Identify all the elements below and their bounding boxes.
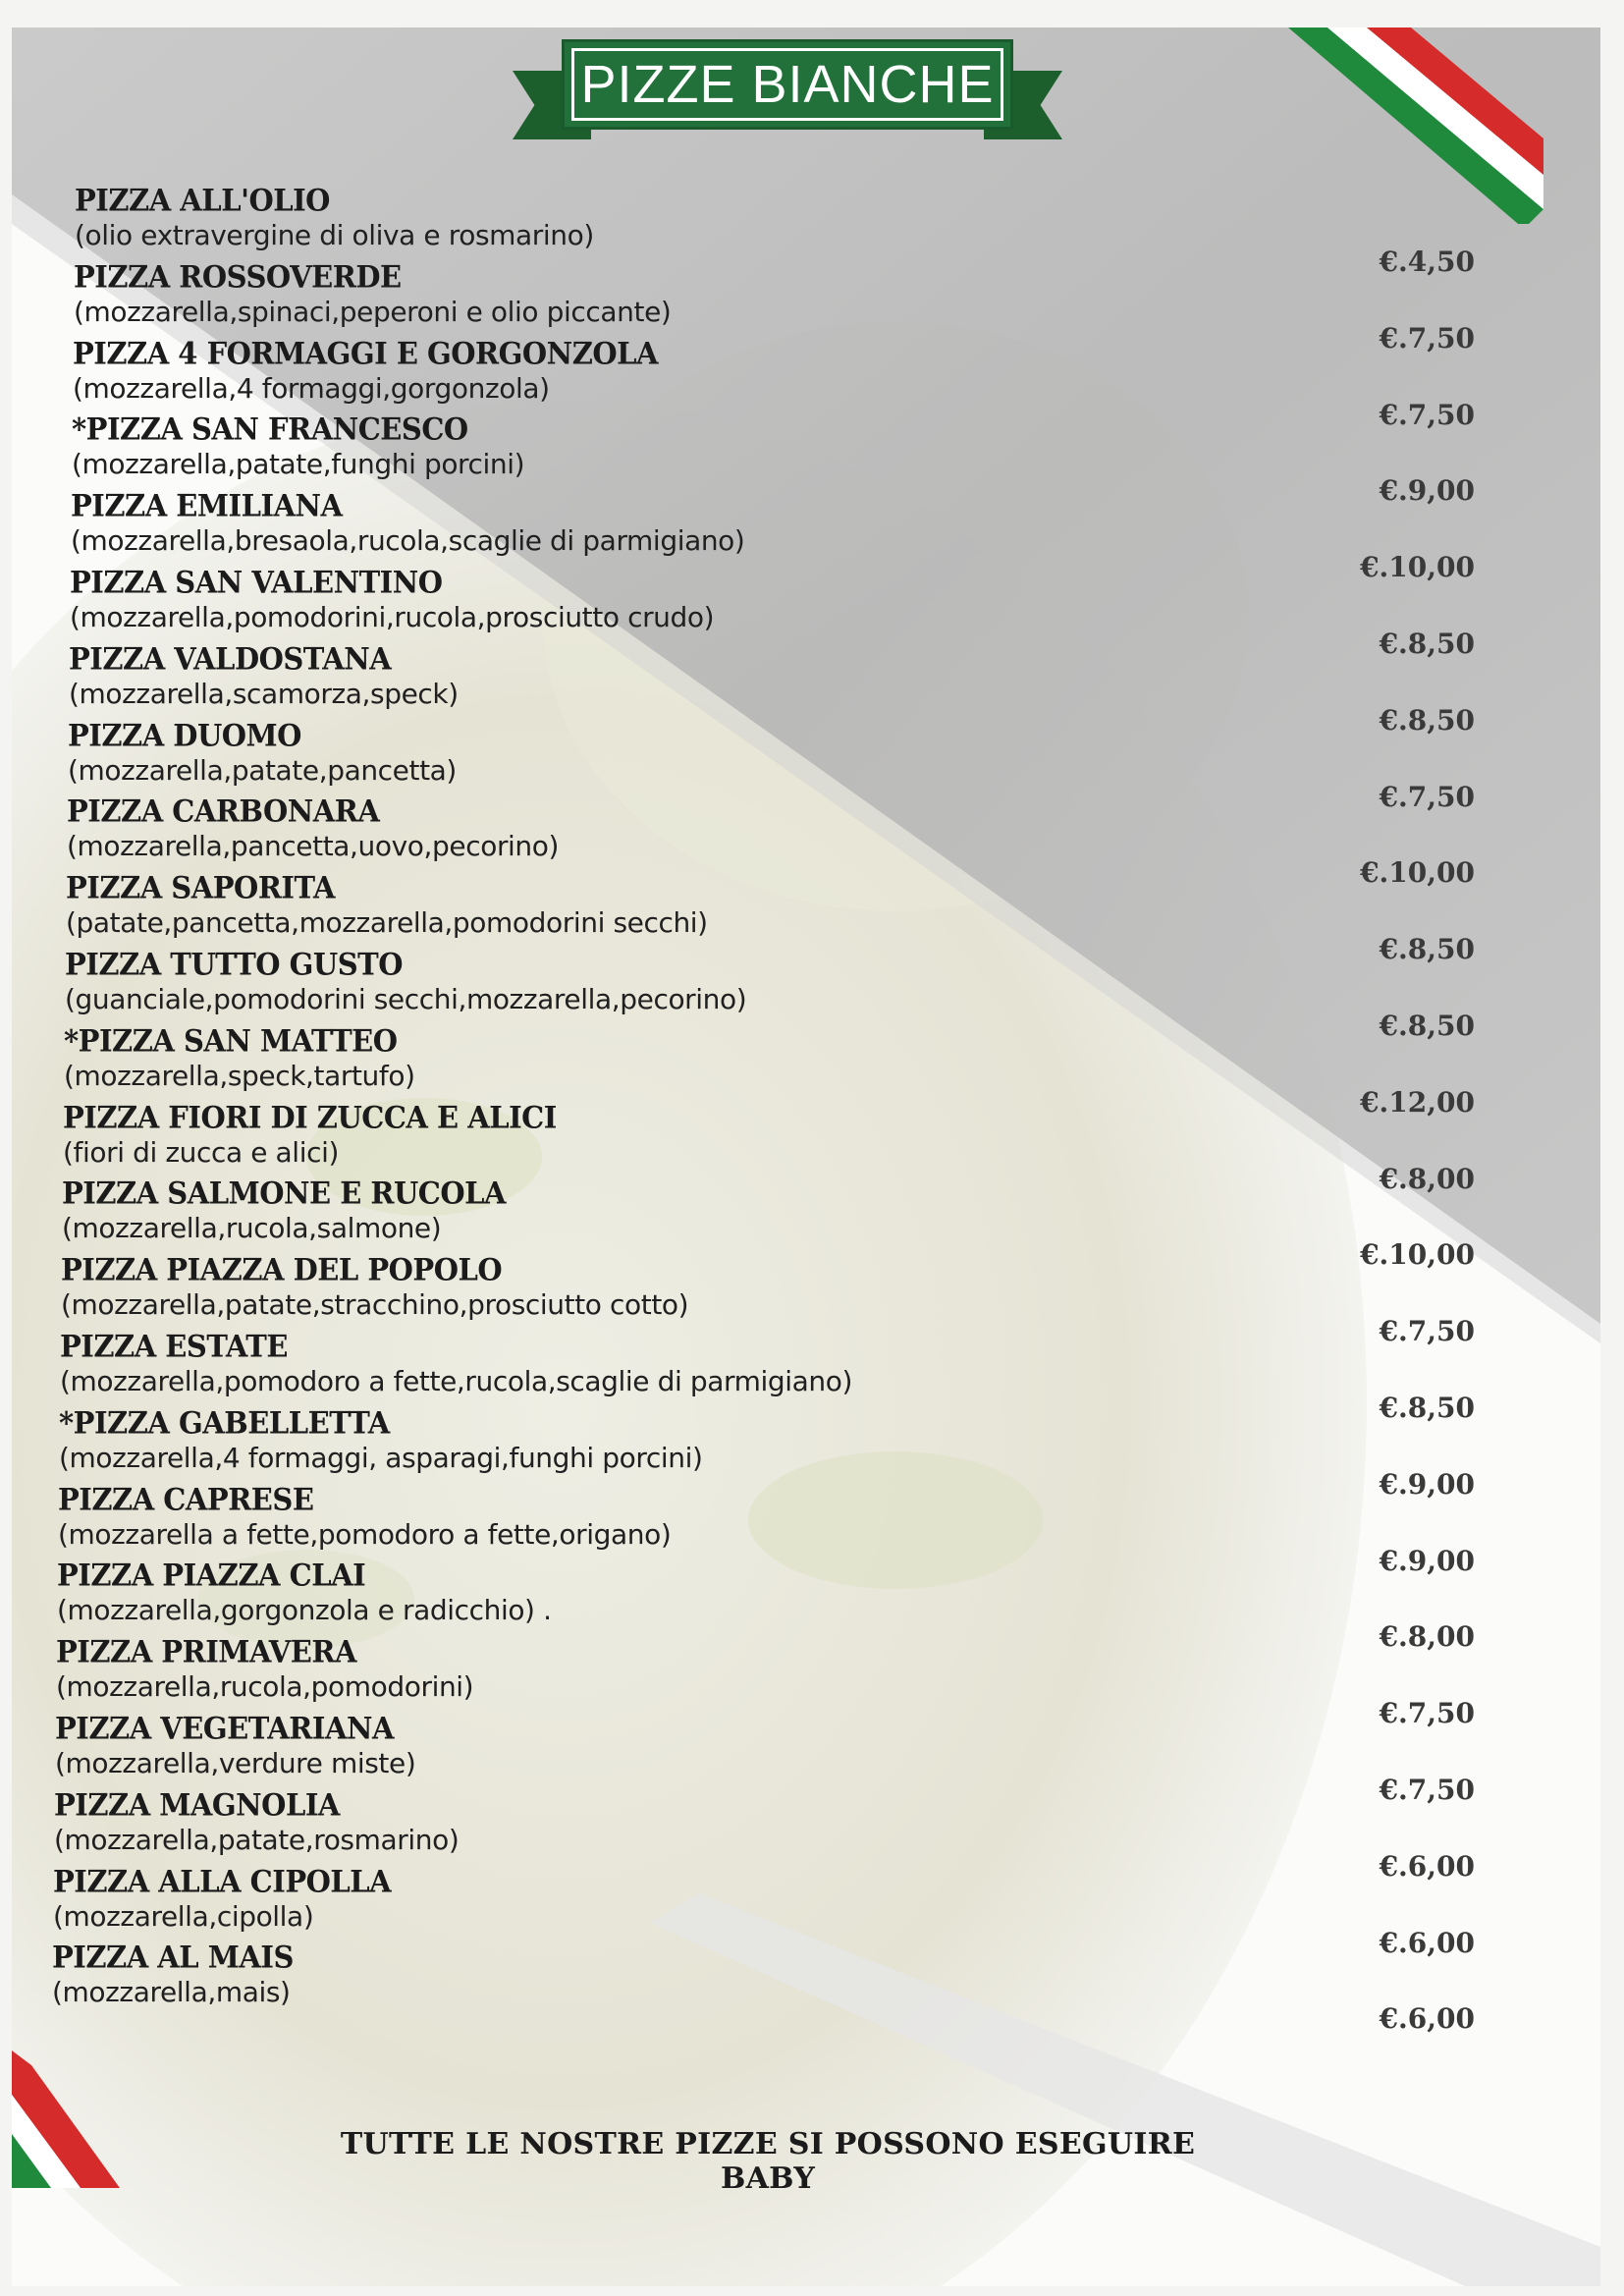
menu-item-name: PIZZA VEGETARIANA [55,1710,394,1746]
menu-item-price: €.8,50 [1379,1391,1475,1424]
menu-item [75,183,939,259]
menu-item [68,718,939,794]
menu-item-description: (patate,pancetta,mozzarella,pomodorini secchi) [66,906,708,940]
menu-item-description: (mozzarella,patate,pancetta) [68,753,457,787]
menu-item [60,1329,939,1405]
menu-item-price: €.7,50 [1379,780,1475,813]
menu-item-description: (mozzarella,4 formaggi, asparagi,funghi porcini) [59,1441,703,1474]
ribbon-banner [562,39,1013,130]
menu-item [69,641,939,718]
menu-item [66,870,939,947]
menu-item-description: (guanciale,pomodorini secchi,mozzarella,pecorino) [65,982,747,1015]
menu-item-description: (mozzarella,patate,rosmarino) [54,1823,460,1856]
menu-item-price: €.10,00 [1360,551,1475,584]
menu-item-price: €.9,00 [1379,474,1475,508]
menu-item-name: PIZZA SALMONE E RUCOLA [62,1175,507,1212]
footer-note: TUTTE LE NOSTRE PIZZE SI POSSONO ESEGUIRE BABY [340,2127,1196,2196]
menu-item-name: PIZZA ROSSOVERDE [74,258,402,295]
menu-item-name: PIZZA ESTATE [60,1328,288,1364]
menu-item-name: *PIZZA SAN FRANCESCO [72,411,468,448]
menu-item-description: (mozzarella,gorgonzola e radicchio) . [57,1594,552,1627]
menu-item [73,336,939,412]
menu-item-price: €.12,00 [1360,1085,1475,1119]
menu-item [53,1864,939,1941]
menu-item-description: (mozzarella,patate,funghi porcini) [72,448,525,481]
menu-item-description: (mozzarella,cipolla) [53,1899,314,1933]
title-ribbon [503,31,1072,159]
menu-item-description: (mozzarella,bresaola,rucola,scaglie di parmigiano) [71,524,745,558]
menu-item-name: PIZZA CAPRESE [58,1481,314,1517]
menu-item-description: (mozzarella,4 formaggi,gorgonzola) [73,371,550,405]
menu-item-price: €.10,00 [1360,1238,1475,1272]
menu-item-price: €.7,50 [1379,1697,1475,1730]
menu-item-price: €.7,50 [1379,1773,1475,1806]
menu-item-price: €.9,00 [1379,1467,1475,1501]
menu-item-name: PIZZA MAGNOLIA [54,1786,340,1823]
menu-item [70,565,939,641]
menu-item-price: €.4,50 [1379,246,1475,278]
price-list [1298,224,1475,2057]
menu-item-price: €.8,00 [1379,1620,1475,1654]
menu-item-description: (mozzarella,rucola,pomodorini) [56,1670,474,1704]
menu-page [12,27,1600,2286]
menu-item [59,1405,939,1482]
menu-item [62,1175,939,1252]
menu-item-description: (mozzarella,verdure miste) [55,1746,416,1779]
menu-item [67,793,939,870]
menu-item-name: PIZZA PIAZZA CLAI [57,1558,366,1594]
menu-list [52,183,939,2016]
menu-item-price: €.6,00 [1379,2002,1475,2036]
page-title: PIZZE BIANCHE [580,55,995,114]
menu-item [61,1252,939,1329]
menu-item-name: PIZZA AL MAIS [52,1940,294,1976]
menu-item [74,259,939,336]
menu-item-description: (mozzarella,mais) [52,1976,291,2009]
menu-item-price: €.6,00 [1379,1926,1475,1959]
menu-item [55,1711,939,1787]
menu-item [54,1787,939,1864]
menu-item-name: PIZZA TUTTO GUSTO [65,946,404,982]
menu-item-price: €.8,50 [1379,1009,1475,1042]
menu-item [64,1023,939,1100]
menu-item-description: (mozzarella,pomodoro a fette,rucola,scaglie di parmigiano) [60,1364,852,1397]
menu-item [56,1634,939,1711]
menu-item-description: (mozzarella,scamorza,speck) [69,677,459,710]
menu-item-description: (fiori di zucca e alici) [63,1135,339,1169]
menu-item-description: (mozzarella,pomodorini,rucola,prosciutto crudo) [70,600,715,633]
menu-item [57,1558,939,1634]
menu-item-description: (mozzarella,speck,tartufo) [64,1059,415,1092]
menu-item-name: PIZZA 4 FORMAGGI E GORGONZOLA [73,335,659,371]
menu-item-name: *PIZZA SAN MATTEO [64,1022,398,1059]
menu-item [71,488,939,565]
menu-item-description: (mozzarella,rucola,salmone) [62,1212,442,1245]
menu-item-price: €.10,00 [1360,856,1475,890]
menu-item-price: €.7,50 [1379,1315,1475,1348]
menu-item-price: €.8,50 [1379,627,1475,660]
menu-item-name: *PIZZA GABELLETTA [59,1404,390,1441]
menu-item-name: PIZZA SAN VALENTINO [70,564,443,600]
menu-item [52,1940,939,2016]
italian-flag-stripes-icon [12,2050,130,2188]
menu-item-price: €.8,50 [1379,933,1475,966]
menu-item-name: PIZZA DUOMO [68,717,301,753]
menu-item-description: (mozzarella,pancetta,uovo,pecorino) [67,830,560,863]
ribbon-frame [571,48,1003,121]
menu-item-price: €.7,50 [1379,321,1475,355]
menu-item-price: €.6,00 [1379,1849,1475,1883]
menu-item-name: PIZZA PIAZZA DEL POPOLO [61,1252,503,1287]
menu-item-price: €.8,00 [1379,1162,1475,1195]
menu-item-price: €.8,50 [1379,703,1475,737]
menu-item-name: PIZZA SAPORITA [66,870,335,905]
menu-item-description: (mozzarella,spinaci,peperoni e olio piccante) [74,295,672,328]
menu-item-name: PIZZA VALDOSTANA [69,640,392,677]
menu-item-name: PIZZA ALL'OLIO [75,183,330,218]
italian-flag-stripes-icon [1249,27,1600,224]
menu-item-name: PIZZA PRIMAVERA [56,1634,356,1669]
menu-item [63,1100,939,1176]
menu-item-name: PIZZA EMILIANA [71,488,343,523]
menu-item [72,411,939,488]
menu-item-description: (mozzarella a fette,pomodoro a fette,origano) [58,1517,672,1551]
menu-item [65,947,939,1023]
menu-item-name: PIZZA CARBONARA [67,793,380,830]
menu-item-price: €.7,50 [1379,398,1475,431]
menu-item-price: €.9,00 [1379,1544,1475,1577]
menu-item-name: PIZZA ALLA CIPOLLA [53,1863,392,1899]
menu-item-description: (olio extravergine di oliva e rosmarino) [75,219,594,251]
menu-item-name: PIZZA FIORI DI ZUCCA E ALICI [63,1099,557,1135]
menu-item-description: (mozzarella,patate,stracchino,prosciutto cotto) [61,1288,689,1322]
menu-item [58,1482,939,1558]
